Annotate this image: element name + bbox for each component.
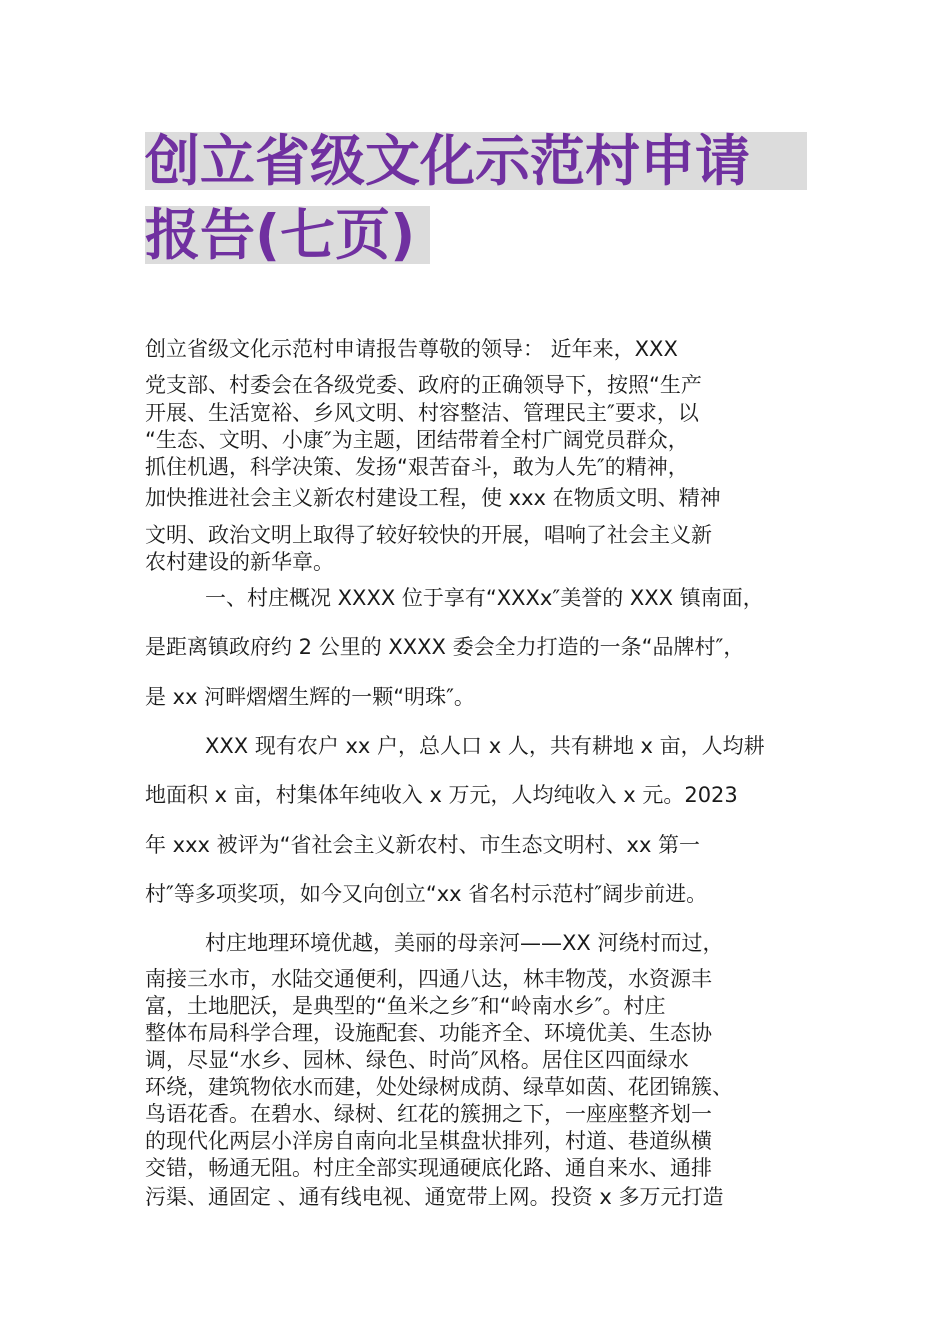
text-line: 一、村庄概况 XXXX 位于享有“XXXx″美誉的 XXX 镇南面， (205, 586, 764, 610)
title-line-2: 报告(七页) (145, 206, 430, 264)
text-line: 地面积 x 亩，村集体年纯收入 x 万元，人均纯收入 x 元。2023 (145, 783, 738, 807)
text-line: 村庄地理环境优越，美丽的母亲河——XX 河绕村而过， (205, 931, 724, 955)
text-line: “生态、文明、小康″为主题，团结带着全村广阔党员群众， (145, 428, 689, 452)
text-line: 农村建设的新华章。 (145, 550, 334, 574)
text-line: 污渠、通固定 、通有线电视、通宽带上网。投资 x 多万元打造 (145, 1185, 724, 1209)
text-line: 抓住机遇，科学决策、发扬“艰苦奋斗，敢为人先″的精神， (145, 455, 689, 479)
text-line: 鸟语花香。在碧水、绿树、红花的簇拥之下，一座座整齐划一 (145, 1102, 712, 1126)
text-line: 调，尽显“水乡、园林、绿色、时尚″风格。居住区四面绿水 (145, 1048, 689, 1072)
text-line: 创立省级文化示范村申请报告尊敬的领导： 近年来，XXX (145, 337, 678, 361)
text-line: 文明、政治文明上取得了较好较快的开展，唱响了社会主义新 (145, 523, 712, 547)
text-line: 环绕，建筑物依水而建，处处绿树成荫、绿草如茵、花团锦簇、 (145, 1075, 733, 1099)
title-line-1: 创立省级文化示范村申请 (145, 132, 807, 190)
text-line: 年 xxx 被评为“省社会主义新农村、市生态文明村、xx 第一 (145, 833, 701, 857)
text-line: 南接三水市，水陆交通便利，四通八达，林丰物茂，水资源丰 (145, 967, 712, 991)
text-line: 富，土地肥沃，是典型的“鱼米之乡″和“岭南水乡″。村庄 (145, 994, 666, 1018)
text-line: 开展、生活宽裕、乡风文明、村容整洁、管理民主″要求，以 (145, 401, 699, 425)
text-line: 交错，畅通无阻。村庄全部实现通硬底化路、通自来水、通排 (145, 1156, 712, 1180)
text-line: 整体布局科学合理，设施配套、功能齐全、环境优美、生态协 (145, 1021, 712, 1045)
text-line: 是距离镇政府约 2 公里的 XXXX 委会全力打造的一条“品牌村″， (145, 635, 745, 659)
text-line: 党支部、村委会在各级党委、政府的正确领导下，按照“生产 (145, 373, 702, 397)
text-line: XXX 现有农户 xx 户，总人口 x 人，共有耕地 x 亩，人均耕 (205, 734, 765, 758)
text-line: 加快推进社会主义新农村建设工程，使 xxx 在物质文明、精神 (145, 486, 721, 510)
text-line: 村″等多项奖项，如今又向创立“xx 省名村示范村″阔步前进。 (145, 882, 708, 906)
text-line: 是 xx 河畔熠熠生辉的一颗“明珠″。 (145, 685, 475, 709)
text-line: 的现代化两层小洋房自南向北呈棋盘状排列，村道、巷道纵横 (145, 1129, 712, 1153)
